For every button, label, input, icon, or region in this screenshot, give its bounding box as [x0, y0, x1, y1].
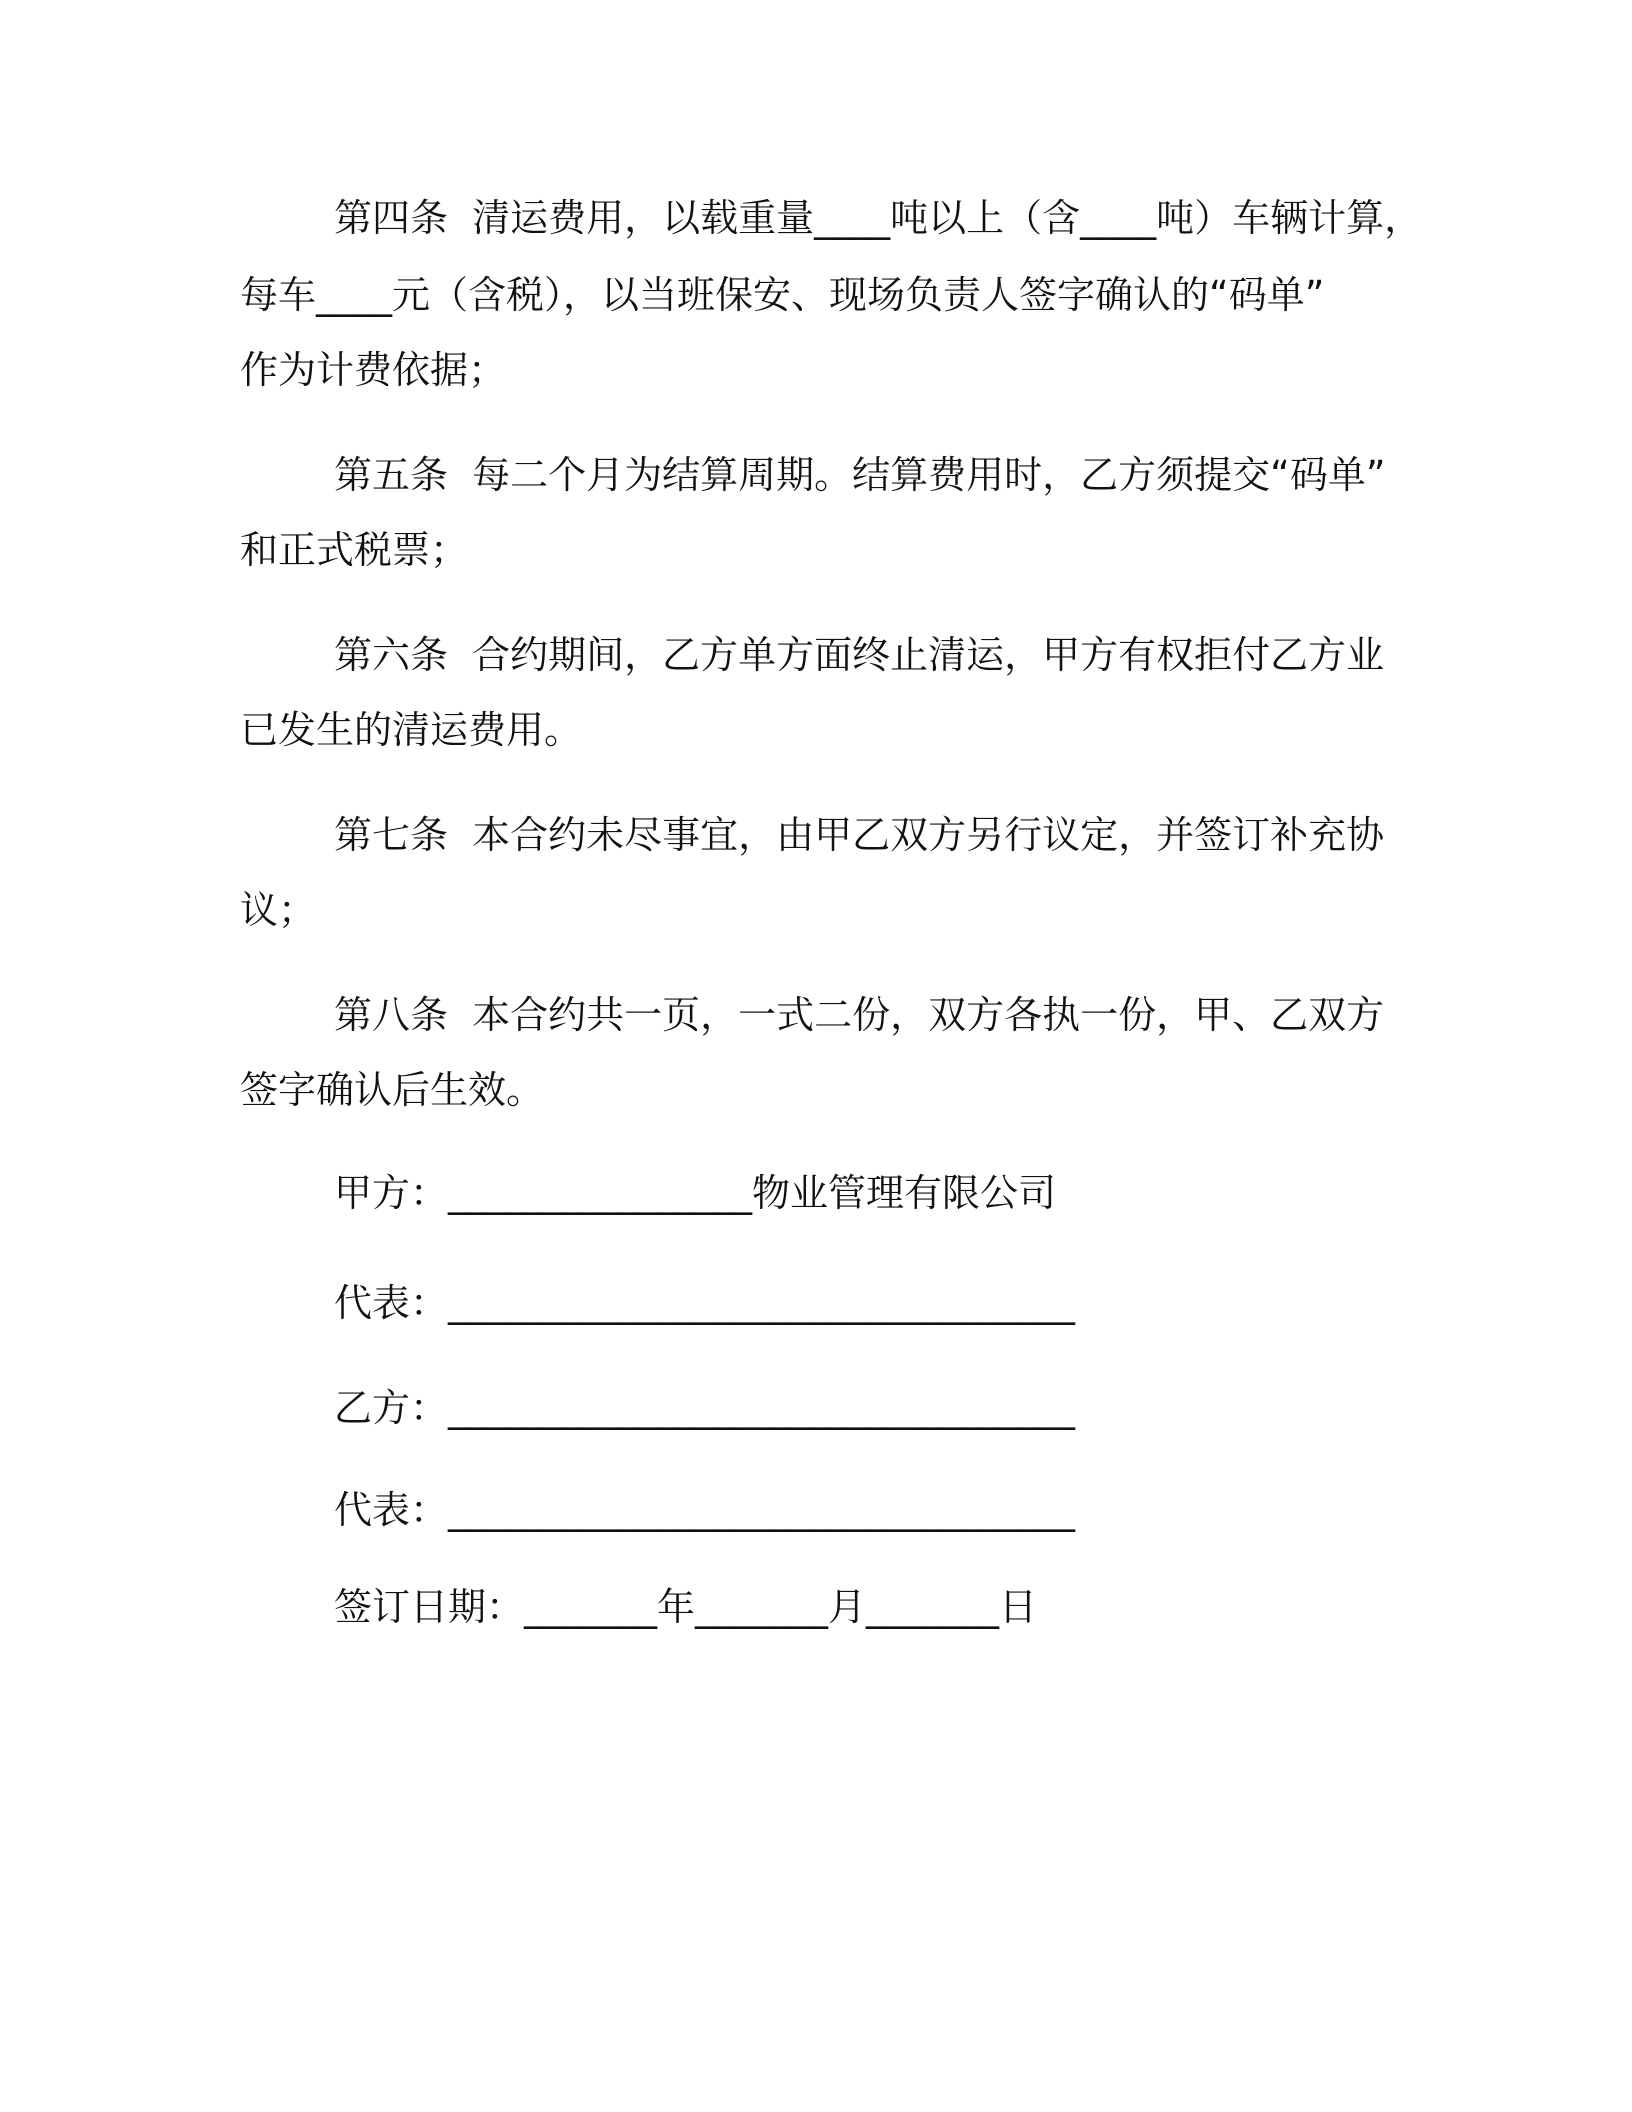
article-5-line-1: 第五条 每二个月为结算周期。结算费用时，乙方须提交“码单” [334, 453, 1386, 497]
article-4-line-2: 每车____元（含税），以当班保安、现场负责人签字确认的“码单” [240, 273, 1325, 317]
signing-date: 签订日期：_______年_______月_______日 [334, 1585, 1038, 1629]
article-7-line-2: 议； [240, 888, 317, 932]
article-7-line-1: 第七条 本合约未尽事宜，由甲乙双方另行议定，并签订补充协 [334, 813, 1385, 857]
party-b-representative: 代表：_________________________________ [334, 1488, 1076, 1532]
article-6-line-1: 第六条 合约期间，乙方单方面终止清运，甲方有权拒付乙方业 [334, 633, 1385, 677]
party-b-signature: 乙方：_________________________________ [334, 1386, 1076, 1430]
article-5-line-2: 和正式税票； [240, 528, 469, 572]
party-a-representative: 代表：_________________________________ [334, 1281, 1076, 1325]
article-6-line-2: 已发生的清运费用。 [240, 708, 583, 752]
article-4-line-1: 第四条 清运费用，以载重量____吨以上（含____吨）车辆计算， [334, 196, 1423, 240]
party-a-signature: 甲方：________________物业管理有限公司 [334, 1171, 1057, 1215]
article-8-line-1: 第八条 本合约共一页，一式二份，双方各执一份，甲、乙双方 [334, 993, 1385, 1037]
article-8-line-2: 签字确认后生效。 [240, 1068, 545, 1112]
article-4-line-3: 作为计费依据； [240, 348, 507, 392]
